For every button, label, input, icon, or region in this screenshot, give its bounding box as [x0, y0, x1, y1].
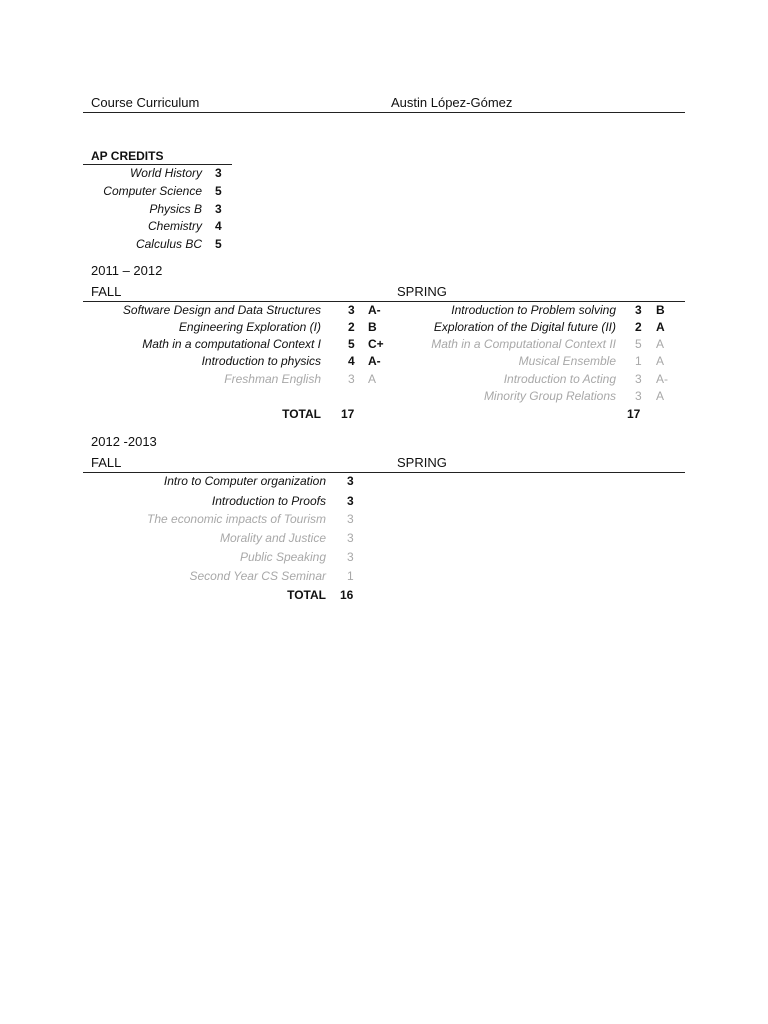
fall-grade: C+ — [368, 337, 384, 351]
spring-label: SPRING — [397, 455, 447, 470]
fall-label: FALL — [91, 284, 122, 299]
student-name: Austin López-Gómez — [391, 95, 513, 110]
fall-course-planned: Freshman English — [224, 372, 321, 386]
fall-course-planned: Morality and Justice — [219, 531, 326, 545]
spring-grade: A — [656, 320, 665, 334]
spring-label: SPRING — [397, 284, 447, 299]
spring-credits-planned: 5 — [635, 337, 642, 351]
fall-credits-planned: 3 — [347, 531, 354, 545]
fall-grade-planned: A — [368, 372, 377, 386]
fall-credits: 3 — [347, 474, 354, 488]
spring-course: Introduction to Problem solving — [451, 303, 616, 317]
ap-course: Chemistry — [147, 219, 202, 233]
ap-course: Calculus BC — [135, 237, 202, 251]
fall-grade: B — [368, 320, 377, 334]
spring-credits: 2 — [635, 320, 642, 334]
spring-credits-planned: 3 — [635, 372, 642, 386]
ap-credits-heading: AP CREDITS — [91, 149, 164, 163]
ap-course: Physics B — [149, 202, 202, 216]
fall-course-planned: The economic impacts of Tourism — [147, 512, 326, 526]
fall-credits: 3 — [348, 303, 355, 317]
spring-total-value: 17 — [627, 407, 641, 421]
document-title: Course Curriculum — [91, 95, 200, 110]
fall-total-label: TOTAL — [282, 407, 321, 421]
spring-credits-planned: 1 — [635, 354, 642, 368]
spring-grade: B — [656, 303, 665, 317]
spring-grade-planned: A — [656, 389, 665, 403]
year-label: 2011 – 2012 — [91, 263, 163, 278]
ap-credits: 3 — [215, 166, 222, 180]
fall-course: Engineering Exploration (I) — [178, 320, 321, 334]
spring-course-planned: Introduction to Acting — [503, 372, 616, 386]
fall-course-planned: Second Year CS Seminar — [189, 569, 326, 583]
fall-course: Intro to Computer organization — [163, 474, 326, 488]
spring-grade-planned: A- — [656, 372, 668, 386]
ap-course: Computer Science — [103, 184, 202, 198]
fall-course: Software Design and Data Structures — [122, 303, 321, 317]
spring-grade-planned: A — [656, 337, 665, 351]
spring-course-planned: Minority Group Relations — [483, 389, 616, 403]
fall-total-value: 16 — [340, 588, 354, 602]
fall-credits-planned: 1 — [347, 569, 354, 583]
ap-credits-divider — [83, 164, 232, 165]
year1-divider — [83, 301, 685, 302]
fall-credits-planned: 3 — [348, 372, 355, 386]
ap-course: World History — [129, 166, 202, 180]
fall-course-planned: Public Speaking — [239, 550, 326, 564]
fall-total-label: TOTAL — [287, 588, 326, 602]
spring-course-planned: Musical Ensemble — [518, 354, 616, 368]
spring-credits: 3 — [635, 303, 642, 317]
fall-credits-planned: 3 — [347, 550, 354, 564]
spring-course: Exploration of the Digital future (II) — [433, 320, 616, 334]
fall-label: FALL — [91, 455, 122, 470]
spring-credits-planned: 3 — [635, 389, 642, 403]
fall-grade: A- — [368, 354, 381, 368]
spring-course-planned: Math in a Computational Context II — [431, 337, 616, 351]
fall-credits-planned: 3 — [347, 512, 354, 526]
fall-credits: 2 — [348, 320, 355, 334]
fall-course: Introduction to Proofs — [211, 494, 326, 508]
year-label: 2012 -2013 — [91, 434, 157, 449]
ap-credits: 5 — [215, 237, 222, 251]
fall-grade: A- — [368, 303, 381, 317]
fall-credits: 5 — [348, 337, 355, 351]
fall-credits: 3 — [347, 494, 354, 508]
ap-credits: 3 — [215, 202, 222, 216]
ap-credits: 5 — [215, 184, 222, 198]
fall-total-value: 17 — [341, 407, 355, 421]
year2-divider — [83, 472, 685, 473]
ap-credits: 4 — [215, 219, 222, 233]
spring-grade-planned: A — [656, 354, 665, 368]
header-divider — [83, 112, 685, 113]
fall-credits: 4 — [348, 354, 355, 368]
fall-course: Math in a computational Context I — [142, 337, 321, 351]
fall-course: Introduction to physics — [201, 354, 321, 368]
